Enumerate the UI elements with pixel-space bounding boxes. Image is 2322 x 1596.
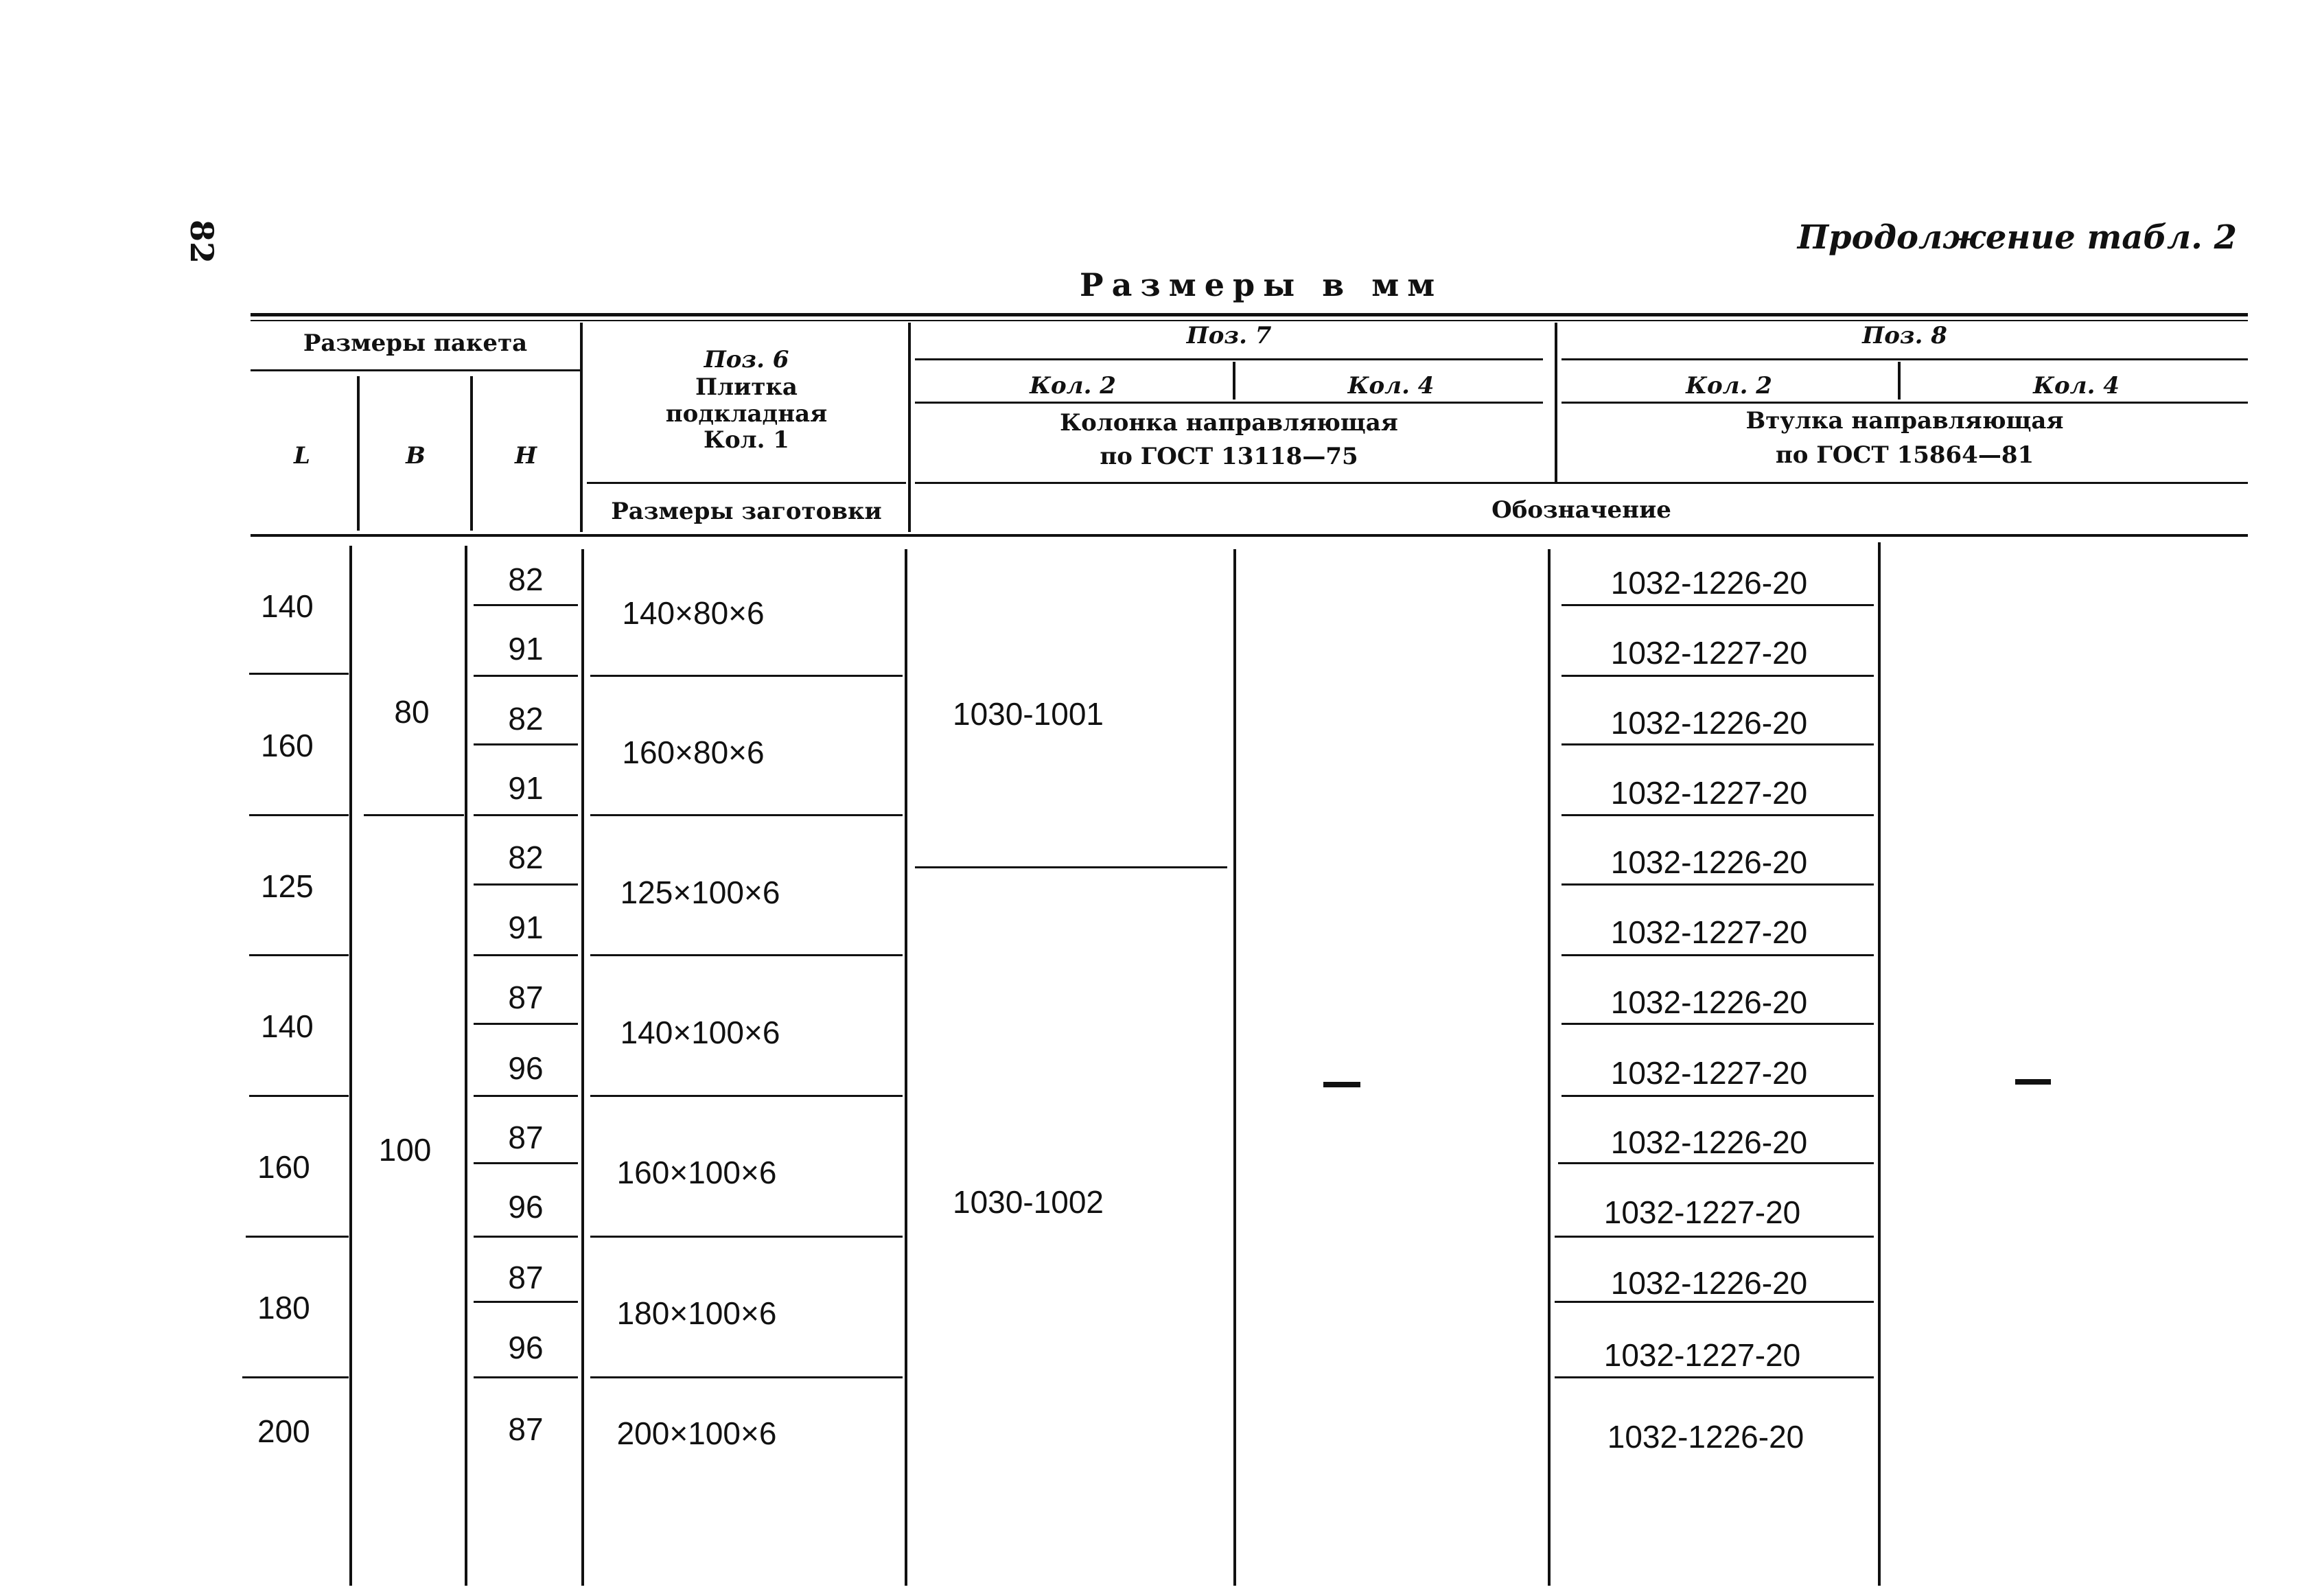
header-pos7-name-1: Колонка направляющая [1060,409,1398,437]
cell-l: 160 [257,1149,310,1185]
cell-blank-size: 180×100×6 [616,1295,777,1331]
units-caption: Размеры в мм [1080,266,1443,303]
cell-pos8-designation: 1032-1226-20 [1610,1265,1808,1301]
cell-pos8-designation: 1032-1227-20 [1610,635,1808,671]
cell-h: 96 [508,1189,544,1225]
cell-h: 87 [508,1411,544,1447]
cell-h: 91 [508,770,544,806]
cell-l: 140 [261,1008,314,1044]
cell-h: 82 [508,701,544,737]
cell-h: 91 [508,910,544,945]
header-pos8-name-2: по ГОСТ 15864—81 [1775,441,2034,469]
header-blank-sizes: Размеры заготовки [611,498,882,525]
cell-pos7-designation: 1030-1002 [953,1184,1104,1220]
cell-blank-size: 200×100×6 [616,1415,777,1451]
header-pos7-name-2: по ГОСТ 13118—75 [1100,443,1358,470]
cell-pos8-designation: 1032-1226-20 [1607,1419,1804,1455]
empty-dash [2015,1079,2051,1085]
cell-h: 87 [508,1260,544,1295]
header-package-sizes: Размеры пакета [303,329,528,357]
cell-pos8-designation: 1032-1226-20 [1610,844,1808,880]
header-pos8-qty2: Кол. 2 [1686,372,1772,400]
cell-pos8-designation: 1032-1227-20 [1610,1055,1808,1091]
cell-blank-size: 160×80×6 [622,735,765,770]
cell-pos8-designation: 1032-1226-20 [1610,565,1808,601]
empty-dash [1323,1082,1360,1087]
header-pos7-title: Поз. 7 [1186,322,1272,349]
header-col-b: B [406,442,426,470]
cell-h: 91 [508,631,544,667]
cell-h: 96 [508,1050,544,1086]
table-continuation-caption: Продолжение табл. 2 [1797,218,2237,257]
header-pos6-title: Поз. 6 [704,346,789,373]
header-pos6-qty: Кол. 1 [704,426,789,454]
header-col-h: H [514,442,537,470]
cell-pos8-designation: 1032-1227-20 [1603,1337,1801,1373]
header-pos7-qty2: Кол. 2 [1030,372,1116,400]
cell-b: 100 [378,1132,432,1168]
header-col-l: L [294,442,310,470]
cell-l: 125 [261,868,314,904]
header-pos8-name-1: Втулка направляющая [1745,407,2064,435]
cell-b: 80 [394,694,430,730]
cell-pos8-designation: 1032-1226-20 [1610,705,1808,741]
cell-h: 87 [508,980,544,1015]
page-number: 82 [183,219,221,264]
cell-h: 82 [508,562,544,597]
cell-pos8-designation: 1032-1226-20 [1610,984,1808,1020]
header-designation: Обозначение [1491,496,1671,524]
cell-l: 180 [257,1290,310,1326]
cell-l: 140 [261,588,314,624]
header-pos6-name-2: подкладная [665,400,828,428]
cell-pos8-designation: 1032-1227-20 [1610,775,1808,811]
header-pos8-title: Поз. 8 [1862,322,1947,349]
cell-h: 82 [508,840,544,875]
cell-pos8-designation: 1032-1227-20 [1610,914,1808,950]
header-pos7-qty4: Кол. 4 [1347,372,1435,400]
header-pos6-name-1: Плитка [695,373,798,401]
cell-blank-size: 160×100×6 [616,1155,777,1190]
header-pos8-qty4: Кол. 4 [2033,372,2120,400]
cell-blank-size: 140×80×6 [622,595,765,631]
cell-blank-size: 125×100×6 [620,875,780,910]
cell-pos8-designation: 1032-1226-20 [1610,1124,1808,1160]
cell-l: 160 [261,728,314,763]
cell-h: 87 [508,1120,544,1155]
cell-pos7-designation: 1030-1001 [953,696,1104,732]
cell-l: 200 [257,1413,310,1449]
cell-pos8-designation: 1032-1227-20 [1603,1194,1801,1230]
cell-h: 96 [508,1330,544,1365]
cell-blank-size: 140×100×6 [620,1015,780,1050]
